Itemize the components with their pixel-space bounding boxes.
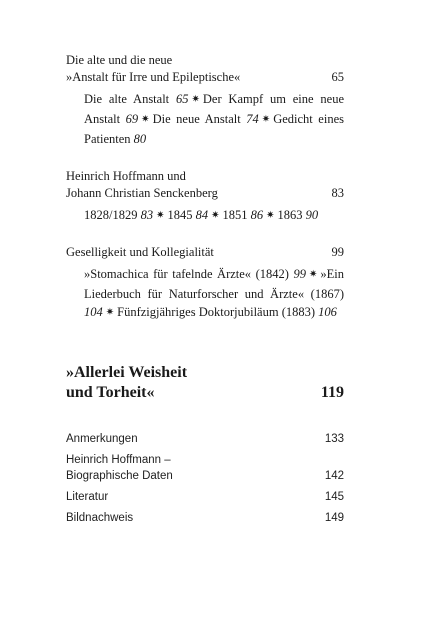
separator-star-icon: ✷	[211, 210, 220, 221]
toc-entry-geselligkeit	[66, 244, 344, 261]
separator-star-icon: ✷	[141, 114, 150, 125]
appendix-title: Bildnachweis	[66, 512, 134, 524]
subentry-text: Der Kampf um eine neue Anstalt	[84, 92, 344, 126]
separator-star-icon: ✷	[266, 210, 275, 221]
subentry-page-ref: 65	[175, 92, 189, 106]
toc-appendix-bildnachweis	[66, 510, 344, 526]
subentry-page-ref: 83	[140, 208, 154, 222]
toc-entry-title-line2: Johann Christian Senckenberg	[66, 186, 218, 200]
toc-subentries	[84, 206, 344, 226]
appendix-page-number: 149	[324, 512, 344, 524]
toc-appendix-anmerkungen	[66, 431, 344, 447]
subentry-text: »Ein Liederbuch für Naturforscher und Ärzte« (1867)	[84, 267, 344, 301]
toc-subentries	[84, 90, 344, 148]
appendix-page-number: 133	[324, 433, 344, 445]
subentry-text: 1863	[277, 208, 306, 222]
subentry-text: Fünfzigjähriges Doktorjubiläum (1883)	[117, 305, 319, 319]
appendix-title: Literatur	[66, 491, 109, 503]
subentry-page-ref: 74	[246, 112, 259, 126]
subentry-text: 1845	[167, 208, 196, 222]
toc-page-number: 99	[331, 245, 344, 259]
toc-subentries	[84, 265, 344, 323]
subentry-page-ref: 80	[133, 132, 147, 146]
toc-entry-title-line2: »Anstalt für Irre und Epileptische«	[66, 70, 241, 84]
toc-appendix-literatur	[66, 489, 344, 505]
subentry-page-ref: 86	[250, 208, 264, 222]
toc-entry-title-line1: Die alte und die neue	[66, 53, 173, 67]
toc-entry-title-line1: Geselligkeit und Kollegialität	[66, 245, 214, 259]
separator-star-icon: ✷	[156, 210, 165, 221]
subentry-page-ref: 104	[84, 305, 103, 319]
separator-star-icon: ✷	[309, 269, 318, 280]
toc-page-number: 65	[331, 70, 344, 84]
subentry-text: Die neue Anstalt	[152, 112, 247, 126]
toc-entry-title	[66, 52, 344, 86]
toc-entry-senckenberg	[66, 168, 344, 202]
subentry-text: Gedicht eines Patienten	[84, 112, 344, 146]
subentry-page-ref: 84	[195, 208, 209, 222]
appendix-title: Anmerkungen	[66, 433, 138, 445]
toc-appendix-biographie	[66, 452, 344, 484]
toc-section-heading	[66, 363, 344, 403]
subentry-text: Die alte Anstalt	[84, 92, 176, 106]
subentry-page-ref: 106	[318, 305, 337, 319]
appendix-title-line1: Heinrich Hoffmann –	[66, 454, 171, 466]
section-title-line2: und Torheit«	[66, 384, 155, 401]
subentry-page-ref: 90	[305, 208, 319, 222]
subentry-page-ref: 99	[293, 267, 306, 281]
section-page-number: 119	[320, 384, 344, 401]
subentry-text: »Stomachica für tafelnde Ärzte« (1842)	[84, 267, 294, 281]
subentry-text: 1851	[222, 208, 251, 222]
appendix-page-number: 142	[324, 470, 344, 482]
separator-star-icon: ✷	[191, 94, 200, 105]
toc-entry-anstalt	[66, 52, 344, 86]
table-of-contents	[66, 52, 344, 526]
appendix-page-number: 145	[324, 491, 344, 503]
toc-entry-title	[66, 168, 344, 202]
separator-star-icon: ✷	[105, 307, 115, 318]
section-title-line1: »Allerlei Weisheit	[66, 364, 188, 381]
toc-entry-title-line1: Heinrich Hoffmann und	[66, 169, 186, 183]
subentry-page-ref: 69	[125, 112, 139, 126]
toc-entry-title	[66, 244, 344, 261]
appendix-title	[66, 452, 344, 484]
subentry-text: 1828/1829	[84, 208, 141, 222]
separator-star-icon: ✷	[261, 114, 271, 125]
toc-page-number: 83	[331, 186, 344, 200]
appendix-title-line2: Biographische Daten	[66, 470, 173, 482]
